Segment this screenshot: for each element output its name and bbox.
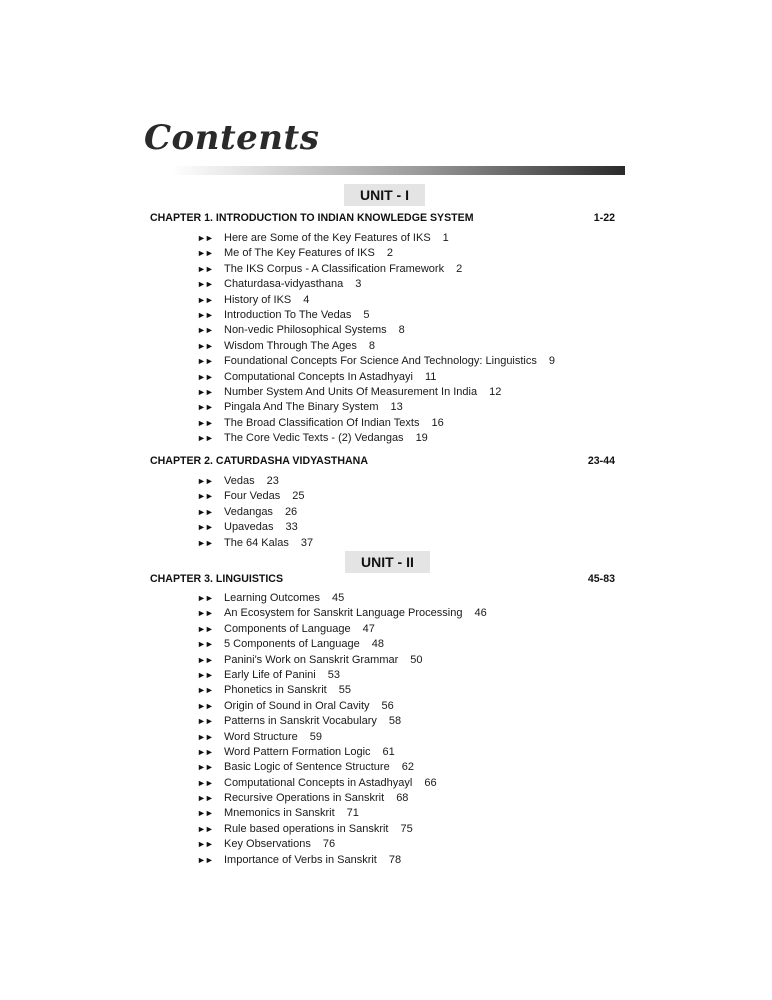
toc-entry-title: Four Vedas — [224, 490, 281, 503]
double-arrow-bullet-icon: ►► — [197, 654, 213, 665]
toc-entry-title: Computational Concepts in Astadhyayl — [224, 776, 413, 789]
double-arrow-bullet-icon: ►► — [197, 746, 213, 757]
toc-entry-title: An Ecosystem for Sanskrit Language Processing — [224, 607, 463, 620]
double-arrow-bullet-icon: ►► — [197, 623, 213, 634]
toc-entry-page: 76 — [322, 838, 336, 851]
toc-entry — [197, 637, 487, 652]
double-arrow-bullet-icon: ►► — [197, 700, 213, 711]
toc-entry-title: The Broad Classification Of Indian Texts — [224, 416, 420, 429]
chapter-2-page-range: 23-44 — [587, 455, 615, 467]
toc-entry-page: 50 — [410, 653, 423, 666]
double-arrow-bullet-icon: ►► — [197, 669, 213, 680]
toc-entry-page: 62 — [401, 761, 414, 774]
toc-entry-title: Mnemonics in Sanskrit — [224, 807, 335, 820]
toc-entry-page: 56 — [381, 699, 394, 712]
toc-entry-title: Foundational Concepts For Science And Technology: Linguistics — [224, 355, 537, 368]
toc-entry-title: Me of The Key Features of IKS — [224, 247, 375, 260]
unit-2-label: UNIT - II — [345, 551, 430, 573]
double-arrow-bullet-icon: ►► — [197, 309, 213, 320]
toc-entry-page: 23 — [266, 475, 279, 487]
toc-entry — [197, 354, 555, 369]
toc-entry-page: 58 — [388, 715, 402, 728]
double-arrow-bullet-icon: ►► — [197, 808, 213, 819]
double-arrow-bullet-icon: ►► — [197, 854, 213, 865]
toc-entry-title: Vedangas — [224, 505, 273, 518]
toc-entry — [197, 745, 487, 760]
toc-entry-page: 1 — [442, 232, 449, 244]
toc-entry — [197, 246, 555, 261]
toc-entry-page: 11 — [424, 370, 437, 383]
toc-entry-page: 8 — [368, 339, 376, 352]
double-arrow-bullet-icon: ►► — [197, 402, 213, 413]
double-arrow-bullet-icon: ►► — [197, 294, 213, 305]
chapter-1-page-range: 1-22 — [593, 212, 615, 224]
chapter-2-title: CHAPTER 2. CATURDASHA VIDYASTHANA — [150, 455, 368, 467]
toc-entry-page: 68 — [396, 792, 409, 805]
double-arrow-bullet-icon: ►► — [197, 263, 213, 274]
toc-entry — [197, 416, 555, 431]
toc-entry — [197, 606, 487, 621]
toc-entry — [197, 277, 555, 292]
toc-entry-title: Non-vedic Philosophical Systems — [224, 324, 387, 337]
toc-entry-title: Word Structure — [224, 730, 298, 743]
toc-entry-page: 48 — [371, 638, 385, 651]
toc-entry-title: Phonetics in Sanskrit — [224, 684, 327, 697]
toc-entry-page: 26 — [284, 505, 298, 518]
chapter-3-title: CHAPTER 3. LINGUISTICS — [150, 573, 284, 585]
double-arrow-bullet-icon: ►► — [197, 823, 213, 834]
toc-entry — [197, 385, 555, 400]
chapter-1-title: CHAPTER 1. INTRODUCTION TO INDIAN KNOWLEDGE SYSTEM — [150, 212, 474, 224]
toc-entry — [197, 791, 487, 806]
double-arrow-bullet-icon: ►► — [197, 233, 213, 243]
toc-entry-title: History of IKS — [224, 293, 292, 306]
toc-entry-page: 5 — [363, 308, 370, 321]
double-arrow-bullet-icon: ►► — [197, 522, 213, 533]
double-arrow-bullet-icon: ►► — [197, 279, 213, 290]
double-arrow-bullet-icon: ►► — [197, 777, 213, 788]
toc-entry-page: 2 — [386, 247, 393, 260]
toc-entry-title: Introduction To The Vedas — [224, 308, 352, 321]
double-arrow-bullet-icon: ►► — [197, 639, 213, 650]
toc-entry-page: 61 — [382, 745, 395, 758]
double-arrow-bullet-icon: ►► — [197, 386, 213, 397]
double-arrow-bullet-icon: ►► — [197, 325, 213, 336]
toc-entry-page: 55 — [338, 684, 351, 697]
unit-1-label: UNIT - I — [344, 184, 425, 206]
toc-entry-title: Wisdom Through The Ages — [224, 339, 357, 352]
double-arrow-bullet-icon: ►► — [197, 793, 213, 804]
toc-entry — [197, 536, 313, 551]
double-arrow-bullet-icon: ►► — [197, 340, 213, 351]
toc-entry-title: Learning Outcomes — [224, 592, 320, 604]
double-arrow-bullet-icon: ►► — [197, 417, 213, 428]
toc-entry-title: The 64 Kalas — [224, 536, 289, 549]
toc-entry-page: 25 — [292, 490, 305, 503]
toc-entry — [197, 730, 487, 745]
chapter-3-page-range: 45-83 — [587, 573, 615, 585]
toc-entry-title: Recursive Operations in Sanskrit — [224, 792, 385, 805]
toc-entry — [197, 370, 555, 385]
toc-entry — [197, 683, 487, 698]
toc-entry-title: Basic Logic of Sentence Structure — [224, 761, 390, 774]
toc-entry — [197, 293, 555, 308]
toc-entry-title: Components of Language — [224, 622, 351, 635]
double-arrow-bullet-icon: ►► — [197, 593, 213, 603]
toc-entry-page: 16 — [431, 416, 444, 429]
page-title: Contents — [144, 118, 320, 158]
toc-entry-title: Word Pattern Formation Logic — [224, 745, 371, 758]
toc-entry-title: Chaturdasa-vidyasthana — [224, 278, 344, 291]
toc-entry-title: Pingala And The Binary System — [224, 401, 379, 414]
double-arrow-bullet-icon: ►► — [197, 371, 213, 382]
toc-entry-title: Origin of Sound in Oral Cavity — [224, 699, 370, 712]
toc-entry-title: Vedas — [224, 475, 255, 487]
toc-entry-title: Patterns in Sanskrit Vocabulary — [224, 715, 377, 728]
toc-entry-page: 3 — [355, 278, 362, 291]
double-arrow-bullet-icon: ►► — [197, 685, 213, 696]
toc-entry-page: 78 — [388, 853, 402, 866]
toc-entry — [197, 714, 487, 729]
toc-entry-page: 71 — [346, 807, 359, 820]
double-arrow-bullet-icon: ►► — [197, 476, 213, 486]
toc-entry-title: Importance of Verbs in Sanskrit — [224, 853, 377, 866]
toc-entry-title: Computational Concepts In Astadhyayi — [224, 370, 413, 383]
toc-entry — [197, 837, 487, 852]
toc-entry — [197, 591, 487, 606]
toc-entry-title: 5 Components of Language — [224, 638, 360, 651]
toc-entry-title: Rule based operations in Sanskrit — [224, 822, 389, 835]
toc-entry — [197, 822, 487, 837]
toc-entry-page: 9 — [548, 355, 556, 368]
toc-entry-page: 13 — [390, 401, 403, 414]
toc-entry — [197, 308, 555, 323]
toc-entry — [197, 668, 487, 683]
toc-entry — [197, 262, 555, 277]
double-arrow-bullet-icon: ►► — [197, 731, 213, 742]
toc-entry — [197, 505, 313, 520]
double-arrow-bullet-icon: ►► — [197, 506, 213, 517]
toc-entry-page: 46 — [474, 607, 487, 620]
toc-entry — [197, 474, 313, 489]
toc-entry — [197, 653, 487, 668]
toc-entry-title: Here are Some of the Key Features of IKS — [224, 232, 431, 244]
toc-entry-title: Early Life of Panini — [224, 668, 316, 681]
toc-entry-title: The IKS Corpus - A Classification Framework — [224, 262, 445, 275]
toc-entry-title: Key Observations — [224, 838, 311, 851]
toc-entry — [197, 699, 487, 714]
toc-entry-title: Panini's Work on Sanskrit Grammar — [224, 653, 399, 666]
chapter-1-topic-list — [197, 231, 555, 446]
toc-entry-page: 75 — [400, 822, 413, 835]
double-arrow-bullet-icon: ►► — [197, 762, 213, 773]
title-underline-bar — [170, 166, 625, 175]
double-arrow-bullet-icon: ►► — [197, 608, 213, 619]
double-arrow-bullet-icon: ►► — [197, 356, 213, 367]
toc-entry-title: The Core Vedic Texts - (2) Vedangas — [224, 432, 404, 445]
toc-entry-page: 19 — [415, 432, 428, 445]
toc-entry-page: 12 — [489, 385, 502, 398]
toc-entry-page: 53 — [327, 668, 340, 681]
chapter-2-topic-list — [197, 474, 313, 551]
toc-entry — [197, 489, 313, 504]
double-arrow-bullet-icon: ►► — [197, 716, 213, 727]
toc-entry-page: 37 — [300, 536, 314, 549]
toc-entry — [197, 520, 313, 535]
toc-entry — [197, 853, 487, 868]
toc-entry — [197, 323, 555, 338]
toc-entry — [197, 760, 487, 775]
toc-entry-page: 47 — [362, 622, 375, 635]
double-arrow-bullet-icon: ►► — [197, 491, 213, 502]
double-arrow-bullet-icon: ►► — [197, 248, 213, 259]
toc-entry — [197, 622, 487, 637]
double-arrow-bullet-icon: ►► — [197, 839, 213, 850]
toc-entry-page: 45 — [332, 592, 345, 604]
toc-entry-page: 4 — [303, 293, 310, 306]
toc-entry-page: 2 — [456, 262, 463, 275]
toc-entry — [197, 431, 555, 446]
double-arrow-bullet-icon: ►► — [197, 433, 213, 444]
toc-entry-title: Number System And Units Of Measurement In India — [224, 385, 478, 398]
double-arrow-bullet-icon: ►► — [197, 537, 213, 548]
toc-entry-title: Upavedas — [224, 521, 274, 534]
toc-entry — [197, 806, 487, 821]
toc-entry — [197, 339, 555, 354]
toc-entry — [197, 231, 555, 246]
toc-entry — [197, 776, 487, 791]
toc-entry-page: 8 — [398, 324, 405, 337]
toc-entry — [197, 400, 555, 415]
chapter-3-topic-list — [197, 591, 487, 868]
toc-entry-page: 33 — [285, 521, 298, 534]
toc-entry-page: 66 — [424, 776, 437, 789]
toc-entry-page: 59 — [309, 730, 323, 743]
